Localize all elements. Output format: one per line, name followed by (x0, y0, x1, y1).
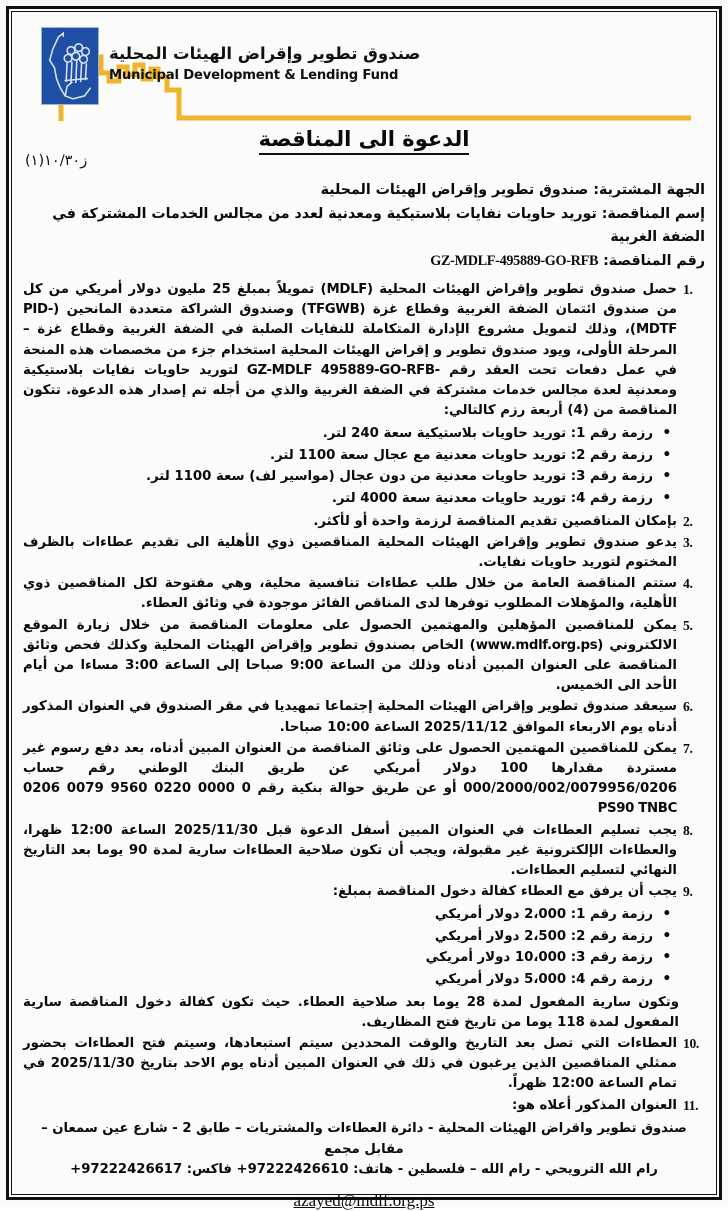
fund-name-english: Municipal Development & Lending Fund (109, 68, 399, 84)
reference-code: ز١٠/٣٠(١) (25, 153, 88, 169)
list-item: • رزمة رقم 3: 10،000 دولار أمريكي (23, 947, 655, 969)
document-header (23, 21, 705, 125)
clause-item-2 (23, 512, 681, 532)
list-item: • رزمة رقم 4: توريد حاويات معدنية سعة 4000 لتر. (23, 488, 655, 510)
clause-item-3 (23, 533, 681, 573)
contact-address-block (23, 1119, 705, 1182)
clause-item-9 (23, 882, 681, 902)
document-content (23, 21, 705, 1211)
title-row (23, 127, 705, 173)
clause-item-4 (23, 574, 681, 614)
clause-item-7 (23, 739, 681, 820)
bid-bond-package-list (23, 904, 681, 990)
clause-text: يجب تسليم العطاءات في العنوان المبين أسفل الدعوة قبل 2025/11/30 الساعة 12:00 ظهرا، والعطاءات الإلكترونية غير مقبولة، ويجب أن تكون صلاحية العطاءات سارية لمدة 90 يوما بعد التاريخ النهائي لتسليم العطاءات. (23, 822, 678, 878)
clause-item-5 (23, 616, 681, 697)
clause-text: حصل صندوق تطوير وإقراض الهيئات المحلية (MDLF) تمويلاً بمبلغ 25 مليون دولار أمريكي من كل من صندوق ائتمان الضفة الغربية وقطاع غزة (TFGWB) وصندوق الشراكة متعددة المانحين (PID-MDTF)، وذلك لتمويل مشروع الإدارة المتكاملة للنفايات الصلبة في الضفة الغربية وقطاع غزة – المرحلة الأولى، ويود صندوق تطوير و إقراض الهيئات المحلية استخدام جزء من مخصصات هذه المنحة في عمل دفعات تحت العقد رقم -GZ-MDLF 495889-GO-RFB لتوريد حاويات نفايات بلاستيكية ومعدنية لعدة مجالس خدمات مشتركة في الضفة الغربية والذي من أجله تم إصدار هذه الدعوة. تتكون المناقصة من (4) أربعة رزم كالتالي: (23, 282, 677, 419)
clause-item-6 (23, 697, 681, 737)
clause-text: سيعقد صندوق تطوير وإقراض الهيئات المحلية إجتماعا تمهيديا في مقر الصندوق في العنوان المذكور أدناه يوم الاربعاء الموافق 2025/11/12 الساعة 10:00 صباحا. (23, 699, 677, 735)
supply-package-list (23, 423, 681, 509)
clause-text: يمكن للمناقصين المهتمين الحصول على وثائق المناقصة من العنوان المبين أدناه، بعد دفع رسوم غير مستردة مقدارها 100 دولار أمريكي عن طريق البنك الوطني رقم حساب 000/2000/002/0079956/0206 أو عن طريق حوالة بنكية رقم 0 0000 0220 9560 0079 0206 PS90 TNBC (23, 740, 678, 817)
tender-number-label: رقم المناقصة: (603, 253, 705, 269)
fund-name-block (109, 43, 420, 83)
address-line-1: صندوق تطوير واقراض الهيئات المحلية - دائرة العطاءات والمشتريات – طابق 2 - شارع عين سمعان – مقابل مجمع (41, 1120, 687, 1157)
list-item: • رزمة رقم 2: توريد حاويات معدنية مع عجال سعة 1100 لتر. (23, 445, 655, 467)
list-item: • رزمة رقم 1: 2،000 دولار أمريكي (23, 904, 655, 926)
list-item: • رزمة رقم 4: 5،000 دولار أمريكي (23, 969, 655, 991)
clause-text: يدعو صندوق تطوير وإقراض الهيئات المحلية المناقصين ذوي الأهلية الى تقديم عطاءات بالظرف المختوم لتوريد حاويات نفايات. (23, 534, 677, 570)
clause-text: العطاءات التي تصل بعد التاريخ والوقت المحددين سيتم استبعادها، وسيتم فتح العطاءات بحضور ممثلي المناقصين الذين يرغبون في ذلك في العنوان المبين أدناه يوم الاحد بتاريخ 2025/11/30 في تمام الساعة 12:00 ظهراً. (23, 1035, 677, 1092)
clause-text: العنوان المذكور أعلاه هو: (512, 1097, 677, 1113)
buyer-line (23, 179, 705, 202)
buyer-value: صندوق تطوير وإقراض الهيئات المحلية (320, 182, 589, 198)
bid-bond-validity-note: وتكون سارية المفعول لمدة 28 يوما بعد صلاحية العطاء. حيث تكون كفالة دخول المناقصة سارية المفعول لمدة 118 يوما من تاريخ فتح المظاريف. (23, 994, 679, 1030)
list-item: • رزمة رقم 1: توريد حاويات بلاستيكية سعة 240 لتر. (23, 423, 655, 445)
list-item: • رزمة رقم 2: 2،500 دولار أمريكي (23, 926, 655, 948)
clause-text: يمكن للمناقصين المؤهلين والمهتمين الحصول على معلومات المناقصة من خلال زيارة الموقع الالكتروني (www.mdlf.org.ps) الخاص بصندوق تطوير وإقراض الهيئات المحلية وكذلك فحص وثائق المناقصة على العنوان المبين أدناه وذلك من الساعة 9:00 صباحا إلى الساعة 3:00 مساءا من أيام الأحد الى الخميس. (23, 617, 677, 694)
address-line-2: رام الله الترويحي - رام الله – فلسطين - هاتف: 97222426610+ فاكس: 97222426617+ (70, 1162, 658, 1178)
clause-item-11 (23, 1096, 681, 1116)
mdlf-logo-icon (41, 27, 99, 105)
email-line (23, 1191, 705, 1211)
clause-item-10 (23, 1034, 681, 1095)
tender-meta-block (23, 179, 705, 273)
tender-number-value: GZ-MDLF-495889-GO-RFB (430, 253, 599, 269)
list-item: • رزمة رقم 3: توريد حاويات معدنية من دون عجال (مواسير لف) سعة 1100 لتر. (23, 466, 655, 488)
tender-name-line (23, 203, 705, 249)
tender-name-value: توريد حاويات نفايات بلاستيكية ومعدنية لعدد من مجالس الخدمات المشتركة في الضفة الغربية (52, 206, 705, 245)
clause-text: يجب أن يرفق مع العطاء كفالة دخول المناقصة بمبلغ: (332, 884, 677, 900)
fund-name-arabic: صندوق تطوير وإقراض الهيئات المحلية (109, 44, 421, 63)
clause-item-1 (23, 280, 681, 421)
clause-item-8 (23, 821, 681, 882)
tender-number-line (23, 250, 705, 273)
clause-text: ستتم المناقصة العامة من خلال طلب عطاءات تنافسية محلية، وهي مفتوحة لكل المناقصين ذوي الأهلية، والمؤهلات المطلوب توفرها لدى المناقص الفائز موجودة في وثائق العطاء. (23, 576, 677, 612)
buyer-label: الجهة المشترية: (593, 182, 705, 198)
tender-name-label: إسم المناقصة: (601, 206, 705, 222)
contact-email-link[interactable]: azayed@mdlf.org.ps (293, 1191, 435, 1211)
clause-text: بإمكان المناقصين تقديم المناقصة لرزمة واحدة أو لأكثر. (313, 513, 677, 529)
page-title: الدعوة الى المناقصة (259, 127, 470, 155)
clause-list (23, 280, 705, 1116)
